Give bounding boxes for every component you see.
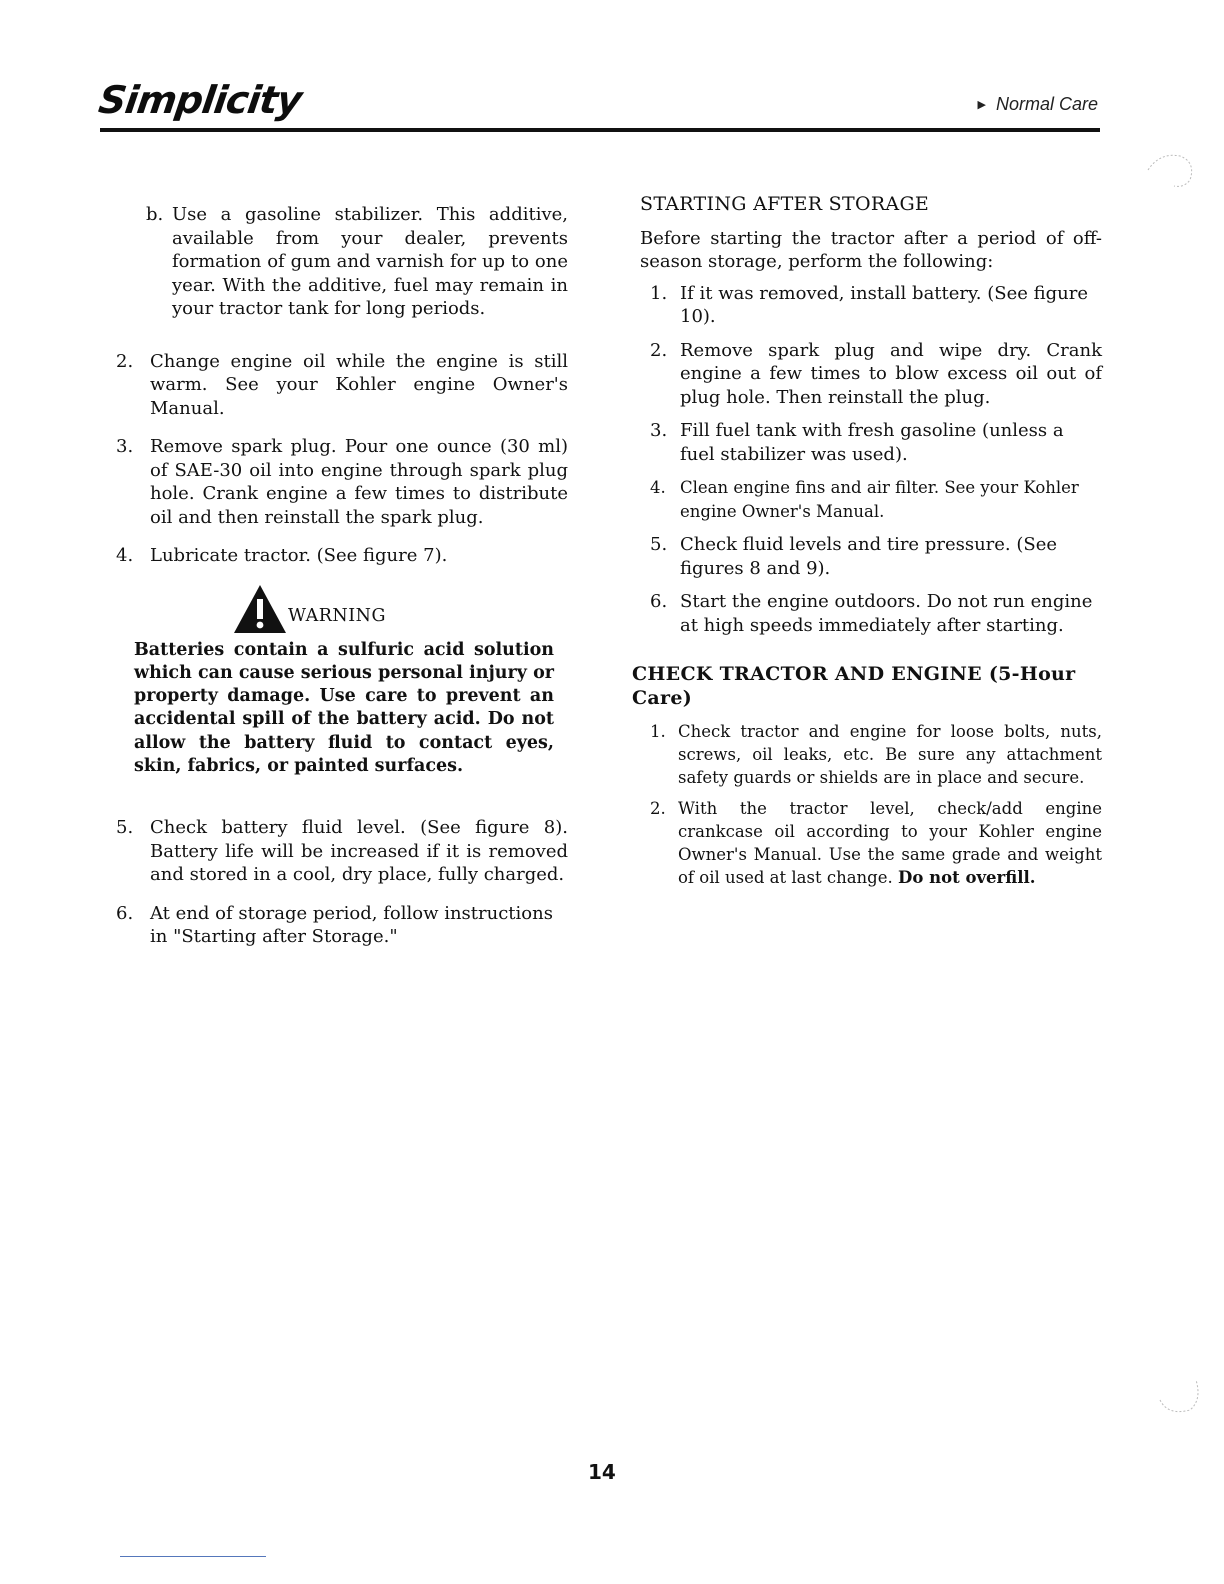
starting-after-storage-heading: STARTING AFTER STORAGE xyxy=(640,193,930,215)
item-text: Start the engine outdoors. Do not run engine at high speeds immediately after starting. xyxy=(680,591,1093,636)
scan-artifact-mark xyxy=(1150,1370,1210,1420)
item-label: b. xyxy=(146,204,164,225)
scan-artifact-line xyxy=(120,1556,266,1557)
item-text: Check tractor and engine for loose bolts, nuts, screws, oil leaks, etc. Be sure any attachment safety guards or shields are in place and secure. xyxy=(678,722,1102,787)
item-number: 6. xyxy=(650,591,668,612)
starting-intro: Before starting the tractor after a period of off-season storage, perform the following: xyxy=(640,227,1102,272)
list-item xyxy=(632,476,1102,523)
item-number: 3. xyxy=(116,436,134,457)
page-number: 14 xyxy=(588,1460,616,1484)
item-number: 3. xyxy=(650,420,668,441)
left-column xyxy=(116,203,568,964)
item-text: Check fluid levels and tire pressure. (See figures 8 and 9). xyxy=(680,534,1058,579)
list-item xyxy=(632,419,1102,466)
item-number: 2. xyxy=(650,339,668,361)
check-steps-list xyxy=(632,720,1102,889)
list-item xyxy=(632,720,1102,789)
item-number: 6. xyxy=(116,902,134,924)
item-text: Use a gasoline stabilizer. This additive, available from your dealer, prevents formation of gum and varnish for up to one year. With the additive, fuel may remain in your tractor tank for long periods. xyxy=(172,204,568,319)
item-text: Clean engine fins and air filter. See your Kohler engine Owner's Manual. xyxy=(680,478,1079,521)
item-number: 5. xyxy=(116,817,134,839)
overfill-caution: Do not overfill. xyxy=(898,868,1036,887)
list-item-5 xyxy=(116,816,568,887)
item-text: Lubricate tractor. (See figure 7). xyxy=(150,545,448,566)
list-item xyxy=(632,797,1102,889)
warning-label: WARNING xyxy=(288,605,386,626)
item-number: 2. xyxy=(650,799,666,818)
item-number: 1. xyxy=(650,282,668,304)
warning-icon xyxy=(232,583,288,635)
brand-logo: Simplicity xyxy=(96,78,304,122)
list-item-2 xyxy=(116,350,568,421)
warning-text: Batteries contain a sulfuric acid solution which can cause serious personal injury or property damage. Use care to prevent an accidental spill of the battery acid. Do not allow the battery fluid to contact eyes, skin, fabrics, or painted surfaces. xyxy=(134,639,554,776)
list-item xyxy=(632,590,1102,637)
sub-item-list xyxy=(116,203,568,321)
item-number: 1. xyxy=(650,722,666,741)
scan-artifact-mark xyxy=(1140,150,1200,190)
section-title-text: Normal Care xyxy=(995,94,1098,114)
item-text: Check battery fluid level. (See figure 8). Battery life will be increased if it is removed and stored in a cool, dry place, fully charged. xyxy=(150,817,568,886)
item-text: Remove spark plug. Pour one ounce (30 ml) of SAE-30 oil into engine through spark plug hole. Crank engine a few times to distribute oil and then reinstall the spark plug. xyxy=(150,436,568,528)
warning-header xyxy=(232,583,568,633)
item-text: With the tractor level, check/add engine crankcase oil according to your Kohler engine Owner's Manual. Use the same grade and weight of oil used at last change. xyxy=(678,799,1102,887)
item-text: Fill fuel tank with fresh gasoline (unless a fuel stabilizer was used). xyxy=(680,420,1064,465)
item-number: 2. xyxy=(116,350,134,372)
item-number: 4. xyxy=(650,478,666,497)
starting-steps-list xyxy=(632,282,1102,638)
pointer-icon: ▶ xyxy=(977,99,986,111)
item-number: 5. xyxy=(650,534,668,555)
list-item xyxy=(632,533,1102,580)
item-text: At end of storage period, follow instructions in "Starting after Storage." xyxy=(150,902,553,948)
check-tractor-heading: CHECK TRACTOR AND ENGINE (5-Hour Care) xyxy=(632,663,1076,709)
item-text: Change engine oil while the engine is still warm. See your Kohler engine Owner's Manual. xyxy=(150,350,568,419)
list-item-4 xyxy=(116,544,568,568)
item-text: Remove spark plug and wipe dry. Crank engine a few times to blow excess oil out of plug hole. Then reinstall the plug. xyxy=(680,339,1102,408)
item-number: 4. xyxy=(116,545,134,566)
list-item xyxy=(632,339,1102,410)
header-rule xyxy=(100,128,1100,132)
list-item-3 xyxy=(116,435,568,529)
list-item-6 xyxy=(116,902,568,949)
list-item-b xyxy=(146,203,568,321)
list-item xyxy=(632,282,1102,329)
item-text: If it was removed, install battery. (See figure 10). xyxy=(680,282,1088,327)
right-column xyxy=(632,193,1102,897)
section-title xyxy=(978,94,1099,115)
